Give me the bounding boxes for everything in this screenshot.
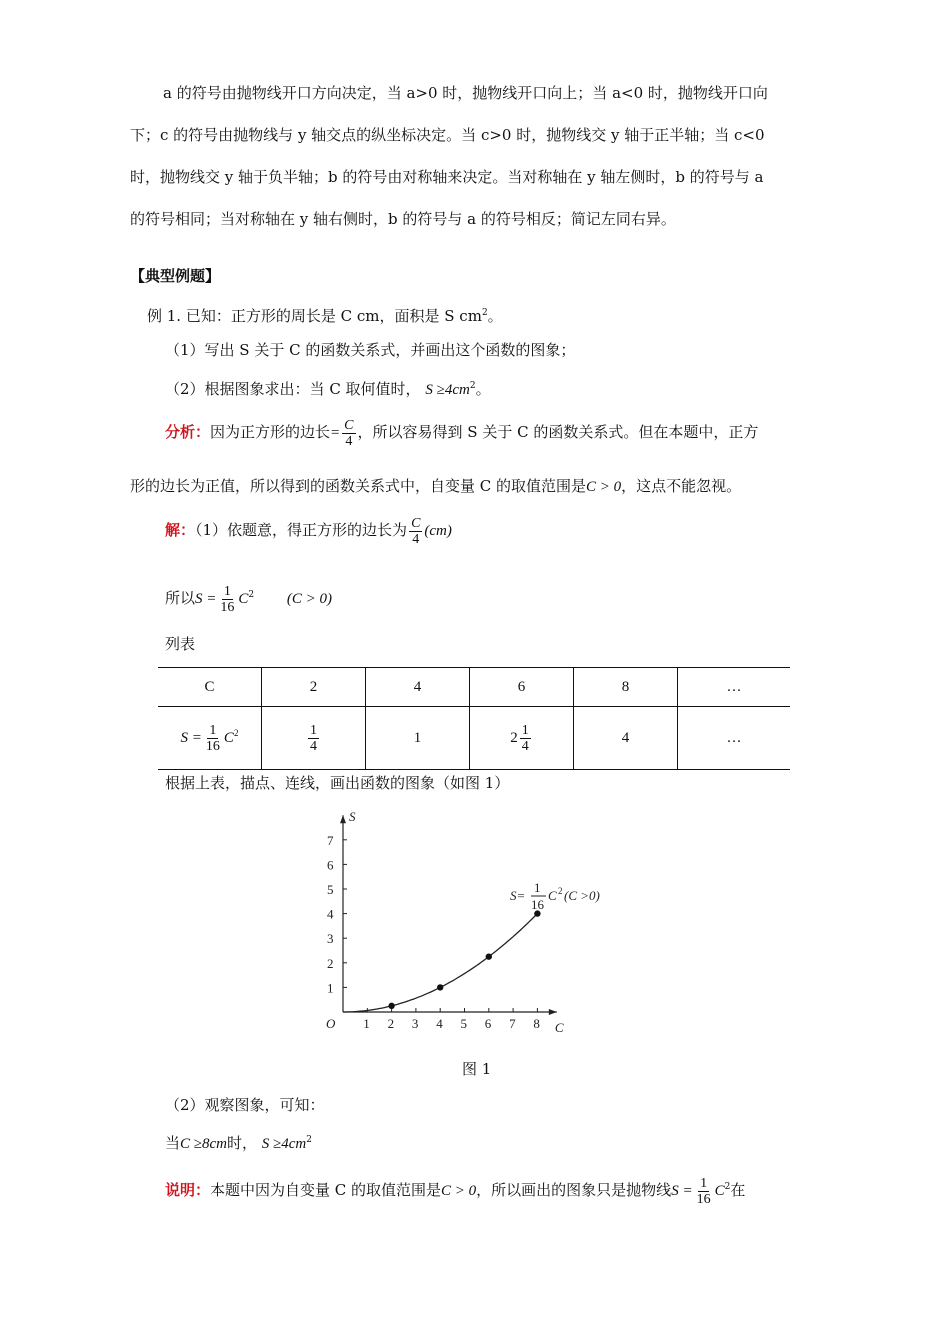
graph-points: [388, 910, 540, 1009]
table-row: [158, 707, 790, 770]
y-tick-label: 6: [327, 857, 334, 873]
example-question-2-sup: 2: [469, 381, 476, 391]
x-axis-arrow: [549, 1009, 557, 1015]
table-cell: 4: [366, 668, 470, 707]
note-c: C: [714, 1183, 725, 1199]
table-frac-num: 1: [521, 722, 529, 738]
note-fraction: [695, 1176, 713, 1207]
note-frac-den: 16: [696, 1191, 711, 1207]
intro-line-2: 下；c 的符号由抛物线与 y 轴交点的纵坐标决定。当 c>0 时，抛物线交 y 轴于正半轴；当 c<0: [130, 126, 765, 144]
analysis-line2-b: ，这点不能忽视。: [621, 477, 742, 495]
x-tick-label: 3: [411, 1016, 419, 1031]
y-tick-label: 4: [327, 906, 334, 922]
y-tick-label: 5: [327, 882, 334, 897]
table-cell: [158, 707, 262, 770]
table-cell: [470, 707, 574, 770]
analysis-line-2: [130, 476, 741, 497]
annotation-c: C: [548, 888, 557, 903]
solution-formula-fraction: [218, 584, 236, 615]
table-c-sup: 2: [233, 727, 239, 738]
table-cell: 1: [366, 707, 470, 770]
after-table-text: 根据上表，描点、连线，画出函数的图象（如图 1）: [165, 774, 510, 792]
y-tick-label: 1: [327, 980, 334, 996]
x-tick-label: 1: [363, 1016, 370, 1031]
example-question-1: （1）写出 S 关于 C 的函数关系式，并画出这个函数的图象；: [165, 341, 576, 359]
note-c-sup: 2: [724, 1182, 731, 1192]
data-point: [486, 953, 492, 959]
x-tick-label: 6: [484, 1016, 492, 1031]
value-table: [158, 667, 790, 770]
table-frac-den: 4: [521, 738, 529, 754]
table-frac-num: 1: [310, 722, 317, 738]
annotation-num: 1: [534, 880, 541, 895]
table-fraction: [308, 723, 319, 754]
annotation-s: S=: [510, 888, 526, 903]
graph-annotation: [510, 880, 600, 912]
table-cell: …: [678, 668, 791, 707]
x-tick-label: 8: [533, 1016, 540, 1031]
analysis-line2-a: 形的边长为正值，所以得到的函数关系式中，自变量 C 的取值范围是: [130, 477, 587, 495]
x-tick-label: 2: [387, 1016, 395, 1031]
analysis-eq: =: [330, 425, 341, 441]
note-end: 在: [730, 1181, 746, 1199]
data-point: [437, 984, 443, 990]
table-fraction: [520, 723, 531, 754]
solution-c: C: [238, 591, 249, 607]
table-cell: 8: [574, 668, 678, 707]
annotation-sup: 2: [558, 886, 563, 896]
table-cell: …: [678, 707, 791, 770]
analysis-line2-math: C > 0: [586, 479, 622, 495]
part2-answer: [165, 1130, 312, 1154]
y-axis-label: S: [349, 809, 356, 825]
y-tick-label: 2: [327, 955, 334, 971]
note-text-b: ，所以画出的图象只是抛物线: [476, 1181, 672, 1199]
solution-frac-den: 4: [412, 531, 420, 547]
table-fraction: [204, 723, 222, 754]
x-tick-label: 4: [436, 1016, 443, 1031]
solution-label: 解：: [165, 521, 196, 539]
analysis-frac-num: C: [344, 417, 354, 433]
note-text-a: 本题中因为自变量 C 的取值范围是: [210, 1181, 442, 1199]
function-graph: [305, 802, 605, 1042]
solution-fraction: [409, 516, 422, 547]
table-cell: 6: [470, 668, 574, 707]
table-cell: [262, 707, 366, 770]
part2-when: 当: [165, 1134, 181, 1152]
note-label: 说明：: [165, 1181, 211, 1199]
y-tick-label: 7: [327, 832, 334, 848]
part2-result-sup: 2: [306, 1135, 313, 1145]
annotation-condition: (C >0): [564, 888, 600, 903]
solution-f-den: 16: [220, 599, 235, 615]
table-cell: 2: [262, 668, 366, 707]
table-frac-num: 1: [209, 722, 217, 738]
y-axis-arrow: [340, 815, 346, 823]
analysis-frac-den: 4: [345, 433, 353, 449]
table-c: C: [223, 729, 234, 746]
table-row: [158, 668, 790, 707]
part2-question: （2）观察图象，可知：: [165, 1096, 325, 1114]
example-question-2: [165, 376, 491, 400]
solution-c-sup: 2: [248, 590, 255, 600]
origin-label: O: [326, 1016, 336, 1031]
section-title: 【典型例题】: [130, 267, 221, 285]
data-point: [388, 1003, 394, 1009]
x-tick-label: 7: [509, 1016, 516, 1031]
solution-unit: (cm): [424, 523, 452, 539]
solution-frac-num: C: [411, 515, 421, 531]
table-cell: C: [158, 668, 262, 707]
part2-cond: C ≥8cm: [180, 1136, 227, 1152]
solution-so: 所以: [165, 589, 196, 607]
analysis-fraction: [342, 418, 355, 449]
note-frac-num: 1: [700, 1175, 708, 1191]
example-label-text: 例 1. 已知：正方形的周长是 C cm，面积是 S cm: [147, 307, 482, 325]
solution-condition: (C > 0): [286, 591, 333, 607]
note-line: [165, 1170, 745, 1208]
example-label: [147, 303, 503, 326]
solution-f-num: 1: [223, 583, 231, 599]
parabola-curve: [343, 914, 537, 1012]
example-question-2-math: S ≥4cm: [425, 382, 470, 398]
figure-caption: 图 1: [462, 1060, 492, 1078]
analysis-label: 分析：: [165, 423, 211, 441]
table-mixed-whole: 2: [510, 729, 518, 746]
note-math: C > 0: [441, 1183, 477, 1199]
table-frac-den: 4: [310, 738, 317, 754]
note-s-eq: S =: [671, 1183, 693, 1199]
solution-s-eq: S =: [195, 591, 217, 607]
part2-shi: 时，: [227, 1134, 258, 1152]
analysis-text-a: 因为正方形的边长: [210, 423, 331, 441]
example-question-2-text: （2）根据图象求出：当 C 取何值时，: [165, 380, 421, 398]
part2-result: S ≥4cm: [261, 1136, 307, 1152]
table-s-eq: S =: [180, 729, 202, 746]
analysis-line-1: [165, 415, 758, 450]
graph-ticks: [327, 833, 540, 1031]
table-frac-den: 16: [205, 738, 220, 754]
example-label-sup: 2: [481, 308, 488, 318]
solution-text: （1）依题意，得正方形的边长为: [195, 521, 408, 539]
table-cell: 4: [574, 707, 678, 770]
x-axis-label: C: [554, 1020, 564, 1035]
annotation-den: 16: [531, 897, 544, 912]
analysis-text-b: ，所以容易得到 S 关于 C 的函数关系式。但在本题中，正方: [357, 423, 759, 441]
solution-formula: [165, 578, 332, 616]
solution-line-1: [165, 513, 452, 548]
example-question-2-end: 。: [475, 380, 491, 398]
example-label-end: 。: [487, 307, 503, 325]
table-label: 列表: [165, 635, 196, 653]
intro-line-3: 时，抛物线交 y 轴于负半轴；b 的符号由对称轴来决定。当对称轴在 y 轴左侧时，b 的符号与 a: [130, 168, 764, 186]
intro-line-1: a 的符号由抛物线开口方向决定，当 a>0 时，抛物线开口向上；当 a<0 时，抛物线开口向: [163, 84, 768, 102]
intro-line-4: 的符号相同；当对称轴在 y 轴右侧时，b 的符号与 a 的符号相反；简记左同右异。: [130, 210, 676, 228]
x-tick-label: 5: [460, 1016, 467, 1031]
y-tick-label: 3: [327, 931, 334, 947]
